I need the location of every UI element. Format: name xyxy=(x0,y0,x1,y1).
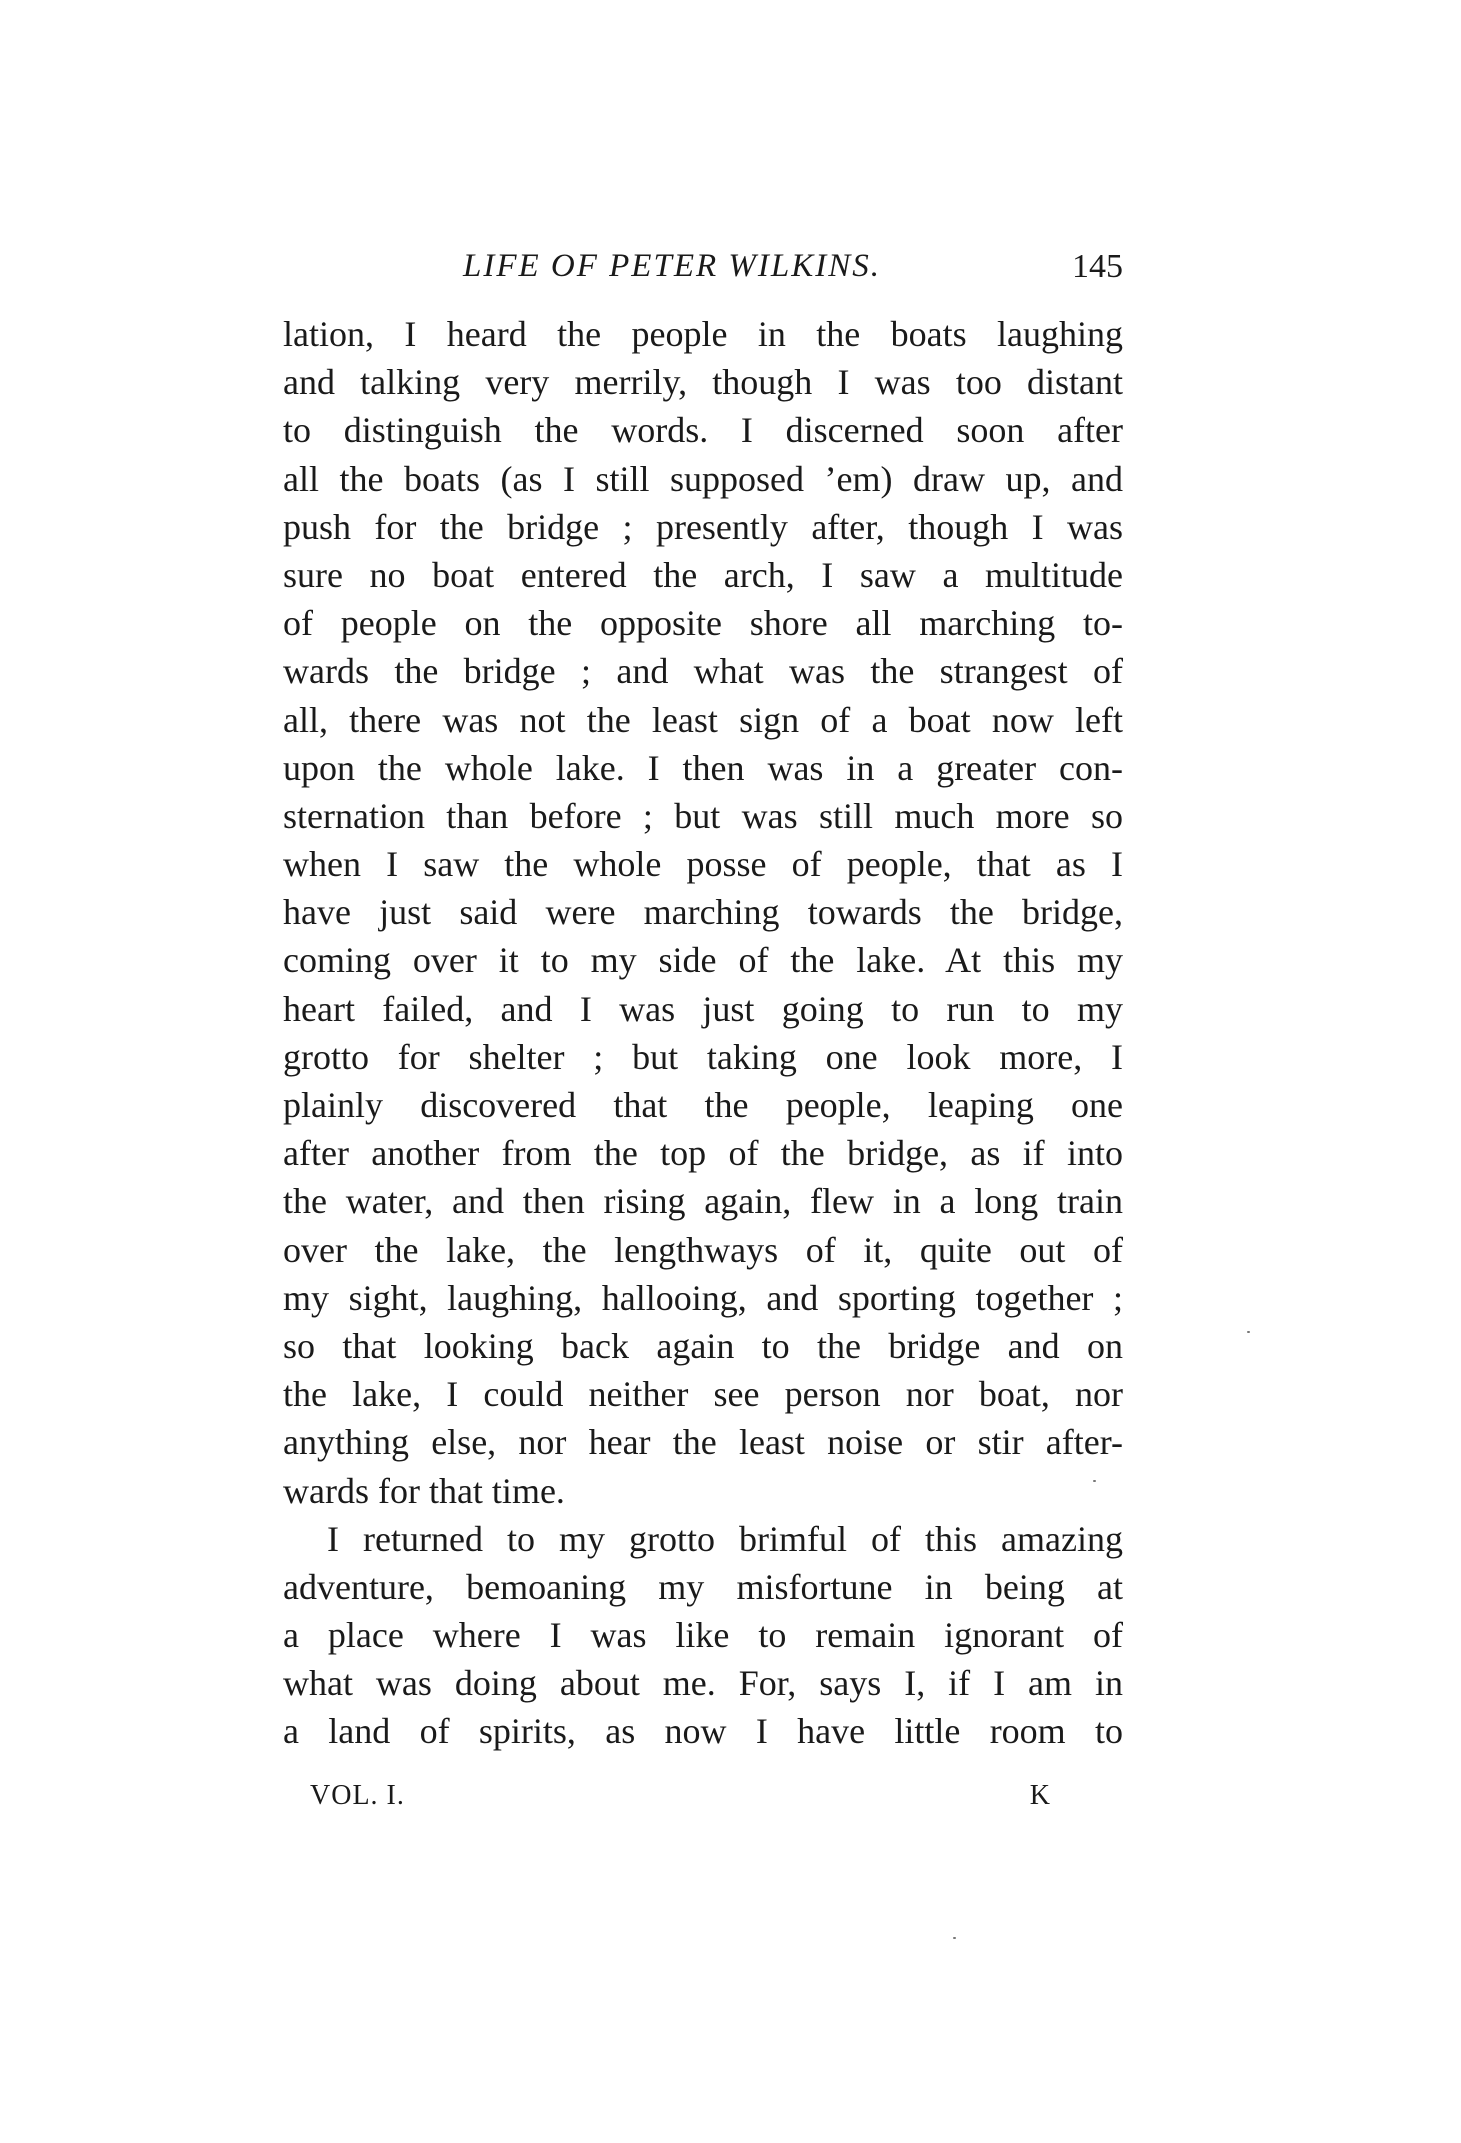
running-title: LIFE OF PETER WILKINS. xyxy=(463,248,881,284)
paragraph xyxy=(283,310,1123,1515)
text-line: the water, and then rising again, flew in a long train xyxy=(283,1181,1123,1222)
text-line: wards the bridge ; and what was the strangest of xyxy=(283,651,1123,692)
text-line: lation, I heard the people in the boats laughing xyxy=(283,314,1123,354)
text-line: adventure, bemoaning my misfortune in being at xyxy=(283,1566,1123,1607)
volume-signature: VOL. I. xyxy=(310,1780,405,1811)
text-line: of people on the opposite shore all marching to- xyxy=(283,603,1123,644)
text-line: all the boats (as I still supposed ’em) draw up, and xyxy=(283,458,1123,499)
text-line: and talking very merrily, though I was too distant xyxy=(283,362,1123,403)
page-footer xyxy=(310,1780,1050,1820)
body-text xyxy=(283,310,1123,1756)
text-line: plainly discovered that the people, leaping one xyxy=(283,1085,1123,1125)
text-line: after another from the top of the bridge, as if into xyxy=(283,1133,1123,1174)
scan-speck xyxy=(953,1937,956,1939)
text-line: grotto for shelter ; but taking one look more, I xyxy=(283,1036,1123,1077)
text-line: a place where I was like to remain ignorant of xyxy=(283,1615,1123,1656)
text-line: a land of spirits, as now I have little room to xyxy=(283,1711,1123,1752)
text-line: my sight, laughing, hallooing, and sporting together ; xyxy=(283,1277,1123,1318)
text-line: when I saw the whole posse of people, that as I xyxy=(283,844,1123,885)
text-line: I returned to my grotto brimful of this amazing xyxy=(327,1518,1123,1559)
paragraph xyxy=(283,1515,1123,1756)
gathering-mark: K xyxy=(1029,1780,1050,1811)
text-line: the lake, I could neither see person nor boat, nor xyxy=(283,1374,1123,1415)
text-line: sternation than before ; but was still much more so xyxy=(283,795,1123,836)
text-line: have just said were marching towards the bridge, xyxy=(283,892,1123,933)
scan-speck xyxy=(1247,1331,1250,1333)
text-line: over the lake, the lengthways of it, quite out of xyxy=(283,1229,1123,1270)
text-line: upon the whole lake. I then was in a greater con- xyxy=(283,747,1123,788)
text-line: to distinguish the words. I discerned soon after xyxy=(283,410,1123,451)
text-line: heart failed, and I was just going to run to my xyxy=(283,988,1123,1029)
page-number: 145 xyxy=(1072,248,1123,285)
text-line: push for the bridge ; presently after, though I was xyxy=(283,506,1123,547)
text-line: so that looking back again to the bridge and on xyxy=(283,1325,1123,1366)
text-line: wards for that time. xyxy=(283,1470,565,1511)
text-line: coming over it to my side of the lake. At this my xyxy=(283,940,1123,981)
scan-speck xyxy=(1093,1480,1096,1482)
text-line: all, there was not the least sign of a boat now left xyxy=(283,699,1123,740)
running-head xyxy=(283,248,1123,298)
text-line: sure no boat entered the arch, I saw a multitude xyxy=(283,554,1123,595)
text-line: anything else, nor hear the least noise or stir after- xyxy=(283,1422,1123,1463)
text-line: what was doing about me. For, says I, if I am in xyxy=(283,1663,1123,1704)
